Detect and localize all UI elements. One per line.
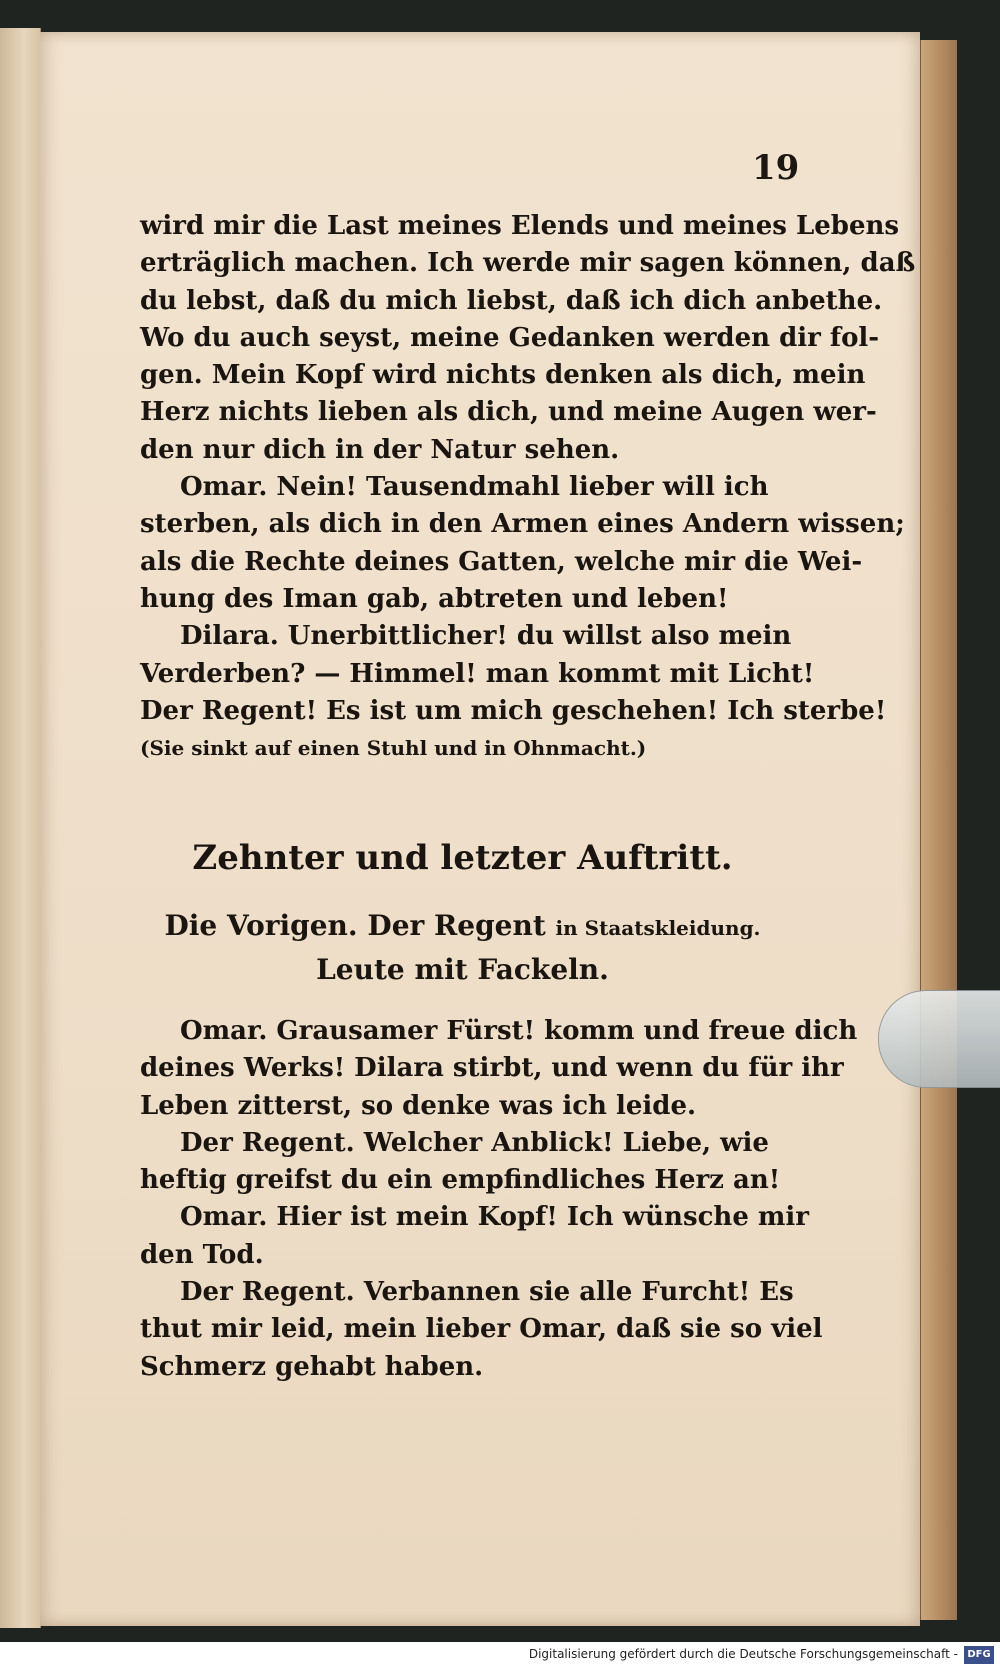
dfg-logo: DFG <box>964 1646 994 1664</box>
text-line: heftig greifst du ein empfindliches Herz an! <box>140 1165 781 1196</box>
footer-credit: Digitalisierung gefördert durch die Deutsche Forschungsgemeinschaft - <box>528 1647 958 1661</box>
text-line: Verderben? — Himmel! man kommt mit Licht! <box>140 658 815 689</box>
text-line: Der Regent. Welcher Anblick! Liebe, wie <box>180 1127 769 1158</box>
scene-persons-line-2: Leute mit Fackeln. <box>316 953 609 986</box>
body-text-bottom <box>140 1013 858 1386</box>
text-line: als die Rechte deines Gatten, welche mir die Wei- <box>140 546 863 577</box>
text-line: Omar. Nein! Tausendmahl lieber will ich <box>180 472 769 503</box>
text-line: Schmerz gehabt haben. <box>140 1351 484 1382</box>
text-line: Omar. Hier ist mein Kopf! Ich wünsche mir <box>180 1202 810 1233</box>
text-line: deines Werks! Dilara stirbt, und wenn du für ihr <box>140 1053 844 1084</box>
stage-direction: (Sie sinkt auf einen Stuhl und in Ohnmacht.) <box>140 736 647 761</box>
text-line: thut mir leid, mein lieber Omar, daß sie so viel <box>140 1314 823 1345</box>
text-line: Der Regent. Verbannen sie alle Furcht! Es <box>180 1277 794 1308</box>
text-line: den nur dich in der Natur sehen. <box>140 434 620 465</box>
scene-persons-costume: in Staatskleidung. <box>555 916 761 940</box>
scene-heading: Zehnter und letzter Auftritt. <box>192 838 733 878</box>
text-line: wird mir die Last meines Elends und meines Lebens <box>140 211 900 241</box>
text-line: hung des Iman gab, abtreten und leben! <box>140 583 729 614</box>
text-line: Leben zitterst, so denke was ich leide. <box>140 1090 697 1121</box>
page-clip <box>878 990 1000 1088</box>
text-line: du lebst, daß du mich liebst, daß ich dich anbethe. <box>140 285 883 316</box>
text-line: Dilara. Unerbittlicher! du willst also mein <box>180 621 792 652</box>
text-line: erträglich machen. Ich werde mir sagen können, daß <box>140 248 916 279</box>
text-line: Wo du auch seyst, meine Gedanken werden dir fol- <box>140 322 880 353</box>
footer-bar <box>0 1642 1000 1670</box>
text-line: sterben, als dich in den Armen eines Andern wissen; <box>140 509 905 540</box>
text-line: Omar. Grausamer Fürst! komm und freue dich <box>180 1016 858 1046</box>
left-page-edge <box>0 28 41 1628</box>
scene-persons-line-1: Die Vorigen. Der Regent <box>164 909 546 942</box>
text-line: den Tod. <box>140 1239 264 1270</box>
page-number: 19 <box>752 148 800 188</box>
page-stack-edge <box>920 40 957 1620</box>
scene-persons <box>140 905 785 991</box>
text-line: gen. Mein Kopf wird nichts denken als dich, mein <box>140 360 866 391</box>
body-text-top <box>140 208 916 767</box>
text-line: Herz nichts lieben als dich, und meine Augen wer- <box>140 397 877 428</box>
text-line: Der Regent! Es ist um mich geschehen! Ich sterbe! <box>140 695 887 726</box>
